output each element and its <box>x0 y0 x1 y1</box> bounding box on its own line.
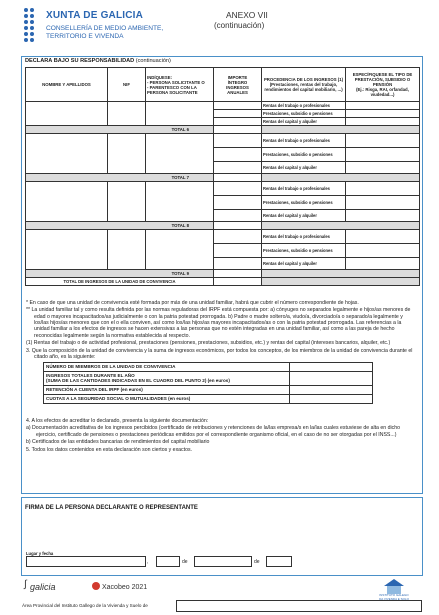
declaration-title-text: DECLARA BAJO SU RESPONSABILIDAD <box>25 58 135 64</box>
income-table <box>25 67 420 286</box>
kinship-field[interactable] <box>146 102 214 126</box>
type-field[interactable] <box>346 182 420 196</box>
col-source <box>262 68 346 102</box>
income-table-header <box>26 68 420 102</box>
note-star-2: ** La unidad familiar tal y como resulta definida por las normas reguladoras del IRPF está compuesta por: a) cónyuges no separados legalmente e hijos/as menores de edad o mayores incapacitados/as judicialmente o con la patria potestad prorrogada. b) Padre o madre soltero/a, viudo/a, divorciado/a o separado/a legalmente y los/las hijos/as menores que con el o ella conviven, así como los/las hijos/as mayores incapacitados/as o con la patria potestad prorrogada. Las referencias a la unidad familiar a los efectos de ingresos se hacen extensivas a las personas que no estén integradas en una unidad familiar, así como a las pareja de hecho reconocidas legalmente según la normativa establecida al respecto. <box>26 307 411 339</box>
type-field[interactable] <box>346 134 420 148</box>
org-name: XUNTA DE GALICIA <box>46 10 144 21</box>
source-benefits: Prestaciones, subsidio o pensiones <box>262 110 346 118</box>
xacobeo-logo-icon <box>92 582 100 590</box>
area-provincial-field[interactable] <box>176 600 422 612</box>
documentation-section <box>26 418 418 454</box>
note-4: 4. A los efectos de acreditar lo declarado, presenta la siguiente documentación: <box>26 418 209 424</box>
de-separator-2: de <box>254 559 260 565</box>
income-field[interactable] <box>214 110 262 118</box>
area-provincial-label: Área Provincial del Instituto Gallego de la Vivienda y Suelo de <box>22 603 148 608</box>
income-field[interactable] <box>214 196 262 210</box>
col-type-1: ESPECÍFIQUESE EL TIPO DE PRESTACIÓN, SUBSIDIO O PENSIÓN <box>352 72 413 87</box>
note-5: 5. Todos los datos contenidos en esta declaración son ciertos y exactos. <box>26 446 193 453</box>
month-field[interactable] <box>194 556 252 567</box>
member-row <box>26 182 420 196</box>
kinship-field[interactable] <box>146 182 214 222</box>
xacobeo-logo-text: Xacobeo 2021 <box>102 584 148 591</box>
income-field[interactable] <box>214 148 262 162</box>
source-benefits: Prestaciones, subsidio o pensiones <box>262 196 346 210</box>
col-kinship <box>146 68 214 102</box>
notes-section <box>26 300 418 361</box>
ivg-logo-text: INSTITUTO GALEGO DA VIVENDA E SOLO <box>379 593 409 601</box>
type-field[interactable] <box>346 230 420 244</box>
col-kinship-3: - PARENTESCO CON LA PERSONA SOLICITANTE <box>147 84 198 95</box>
source-benefits: Prestaciones, subsidio o pensiones <box>262 148 346 162</box>
name-field[interactable] <box>26 134 108 174</box>
annex-title: ANEXO VII <box>226 10 268 20</box>
summary-row <box>44 394 373 403</box>
income-field[interactable] <box>214 230 262 244</box>
source-capital: Rentas del capital y alquiler <box>262 258 346 270</box>
galicia-logo-text: galicia <box>30 582 56 592</box>
income-field[interactable] <box>214 182 262 196</box>
declaration-title-note: (continuación) <box>135 58 171 64</box>
col-nif: NIF <box>108 68 146 102</box>
members-field[interactable] <box>290 363 373 372</box>
source-benefits: Prestaciones, subsidio o pensiones <box>262 244 346 258</box>
income-field[interactable] <box>214 210 262 222</box>
total-shaded <box>262 222 420 230</box>
grand-total-label: TOTAL DE INGRESOS DE LA UNIDAD DE CONVIVENCIA <box>26 278 214 286</box>
income-field[interactable] <box>214 118 262 126</box>
total-label: TOTAL 9 <box>26 270 214 278</box>
total-shaded <box>262 270 420 278</box>
col-kinship-1: INDÍQUESE: <box>147 74 173 80</box>
name-field[interactable] <box>26 102 108 126</box>
nif-field[interactable] <box>108 134 146 174</box>
source-capital: Rentas del capital y alquiler <box>262 118 346 126</box>
type-field[interactable] <box>346 258 420 270</box>
total-value-field[interactable] <box>214 270 262 278</box>
place-field[interactable] <box>26 556 149 567</box>
social-security-field[interactable] <box>290 394 373 403</box>
type-field[interactable] <box>346 110 420 118</box>
total-label: TOTAL 7 <box>26 174 214 182</box>
department <box>46 25 163 40</box>
member-row <box>26 230 420 244</box>
col-income-2: ÍNTEGRO <box>227 79 248 85</box>
nif-field[interactable] <box>108 102 146 126</box>
members-label: NÚMERO DE MIEMBROS DE LA UNIDAD DE CONVIVENCIA <box>44 363 290 372</box>
total-value-field[interactable] <box>214 174 262 182</box>
place-date-label: Lugar y fecha <box>26 551 54 556</box>
type-field[interactable] <box>346 196 420 210</box>
source-capital: Rentas del capital y alquiler <box>262 162 346 174</box>
summary-row <box>44 372 373 386</box>
type-field[interactable] <box>346 102 420 110</box>
note-4a: a) Documentación acreditativa de los ingresos percibidos (certificado de retribuciones y retenciones de la/las empresa/s en la/las cuales estuviese de alta en dicho ejercicio, certificado de pensiones o prestaciones periódicas emitidos por el correspondiente organismo oficial, en el caso de no ser otorgadas por el INSS...) <box>26 425 400 438</box>
note-3: 3. Que la composición de la unidad de convivencia y la suma de ingresos económicos, por todos los conceptos, de los miembros de la unidad de convivencia durante el citado año, es la siguiente: <box>26 347 413 360</box>
income-field[interactable] <box>214 162 262 174</box>
year-field[interactable] <box>266 556 292 567</box>
comma-separator: , <box>147 559 149 565</box>
col-source-1: PROCEDENCIA DE LOS INGRESOS (1) <box>263 77 344 82</box>
total-value-field[interactable] <box>214 222 262 230</box>
kinship-field[interactable] <box>146 134 214 174</box>
xunta-logo-icon <box>24 8 38 42</box>
total-row <box>26 270 420 278</box>
department-line-1: CONSELLERÍA DE MEDIO AMBIENTE, <box>46 25 164 32</box>
household-summary-table <box>43 362 373 404</box>
total-row <box>26 126 420 134</box>
declaration-title <box>25 58 171 64</box>
total-label: TOTAL 8 <box>26 222 214 230</box>
note-star-1: * En caso de que una unidad de convivencia esté formada por más de una unidad familiar, habrá que cubrir el número correspondiente de hojas. <box>26 300 359 306</box>
income-total-label-2: (SUMA DE LAS CANTIDADES INDICADAS EN EL CUADRO DEL PUNTO 2) (en euros) <box>46 378 230 384</box>
source-capital: Rentas del capital y alquiler <box>262 210 346 222</box>
member-row <box>26 102 420 110</box>
irpf-field[interactable] <box>290 385 373 394</box>
source-work: Rentas del trabajo o profesionales <box>262 182 346 196</box>
income-total-label <box>44 372 290 386</box>
department-line-2: TERRITORIO E VIVENDA <box>46 32 124 40</box>
grand-total-field[interactable] <box>214 278 262 286</box>
col-kinship-2: - PERSONA SOLICITANTE O <box>147 79 205 85</box>
source-work: Rentas del trabajo o profesionales <box>262 134 346 148</box>
income-field[interactable] <box>214 258 262 270</box>
income-total-field[interactable] <box>290 372 373 386</box>
summary-row <box>44 385 373 394</box>
income-field[interactable] <box>214 134 262 148</box>
annex-subtitle: (continuación) <box>214 21 265 30</box>
kinship-field[interactable] <box>146 230 214 270</box>
col-income-3: INGRESOS <box>226 84 249 90</box>
type-field[interactable] <box>346 244 420 258</box>
nif-field[interactable] <box>108 182 146 222</box>
grand-total-shaded <box>262 278 420 286</box>
income-total-label-1: INGRESOS TOTALES DURANTE EL AÑO <box>46 373 135 378</box>
total-row <box>26 222 420 230</box>
social-security-label: CUOTAS A LA SEGURIDAD SOCIAL O MUTUALIDADES (en euros) <box>44 394 290 403</box>
col-source-2: (Prestaciones, rentas del trabajo, rendimientos del capital mobiliario, ...) <box>264 82 343 92</box>
source-work: Rentas del trabajo o profesionales <box>262 230 346 244</box>
name-field[interactable] <box>26 230 108 270</box>
col-type-2: (Ej.: Risga, RAI, orfandad, viudedad...) <box>356 87 409 97</box>
de-separator-1: de <box>182 559 188 565</box>
income-field[interactable] <box>214 102 262 110</box>
type-field[interactable] <box>346 162 420 174</box>
col-income-4: ANUALES <box>227 89 248 95</box>
note-4b: b) Certificados de las entidades bancarias de rendimientos del capital mobiliario <box>26 439 210 446</box>
day-field[interactable] <box>156 556 180 567</box>
type-field[interactable] <box>346 148 420 162</box>
summary-row <box>44 363 373 372</box>
nif-field[interactable] <box>108 230 146 270</box>
name-field[interactable] <box>26 182 108 222</box>
total-value-field[interactable] <box>214 126 262 134</box>
col-type <box>346 68 420 102</box>
type-field[interactable] <box>346 118 420 126</box>
header <box>0 0 439 58</box>
income-field[interactable] <box>214 244 262 258</box>
type-field[interactable] <box>346 210 420 222</box>
col-income <box>214 68 262 102</box>
col-name: NOMBRE Y APELLIDOS <box>26 68 108 102</box>
col-income-1: IMPORTE <box>227 74 248 80</box>
irpf-label: RETENCIÓN A CUENTA DEL IRPF (en euros) <box>44 385 290 394</box>
source-work: Rentas del trabajo o profesionales <box>262 102 346 110</box>
grand-total-row <box>26 278 420 286</box>
member-row <box>26 134 420 148</box>
total-shaded <box>262 126 420 134</box>
total-label: TOTAL 6 <box>26 126 214 134</box>
total-row <box>26 174 420 182</box>
note-1: (1) Rentas del trabajo o de actividad profesional, prestaciones (pensiones, prestaciones, subsidios, etc.) y rentas del capital (intereses bancarios, alquiler, etc.) <box>26 340 391 347</box>
galicia-logo-icon: ∫ <box>24 579 27 590</box>
signature-title: FIRMA DE LA PERSONA DECLARANTE O REPRESENTANTE <box>25 505 198 511</box>
total-shaded <box>262 174 420 182</box>
